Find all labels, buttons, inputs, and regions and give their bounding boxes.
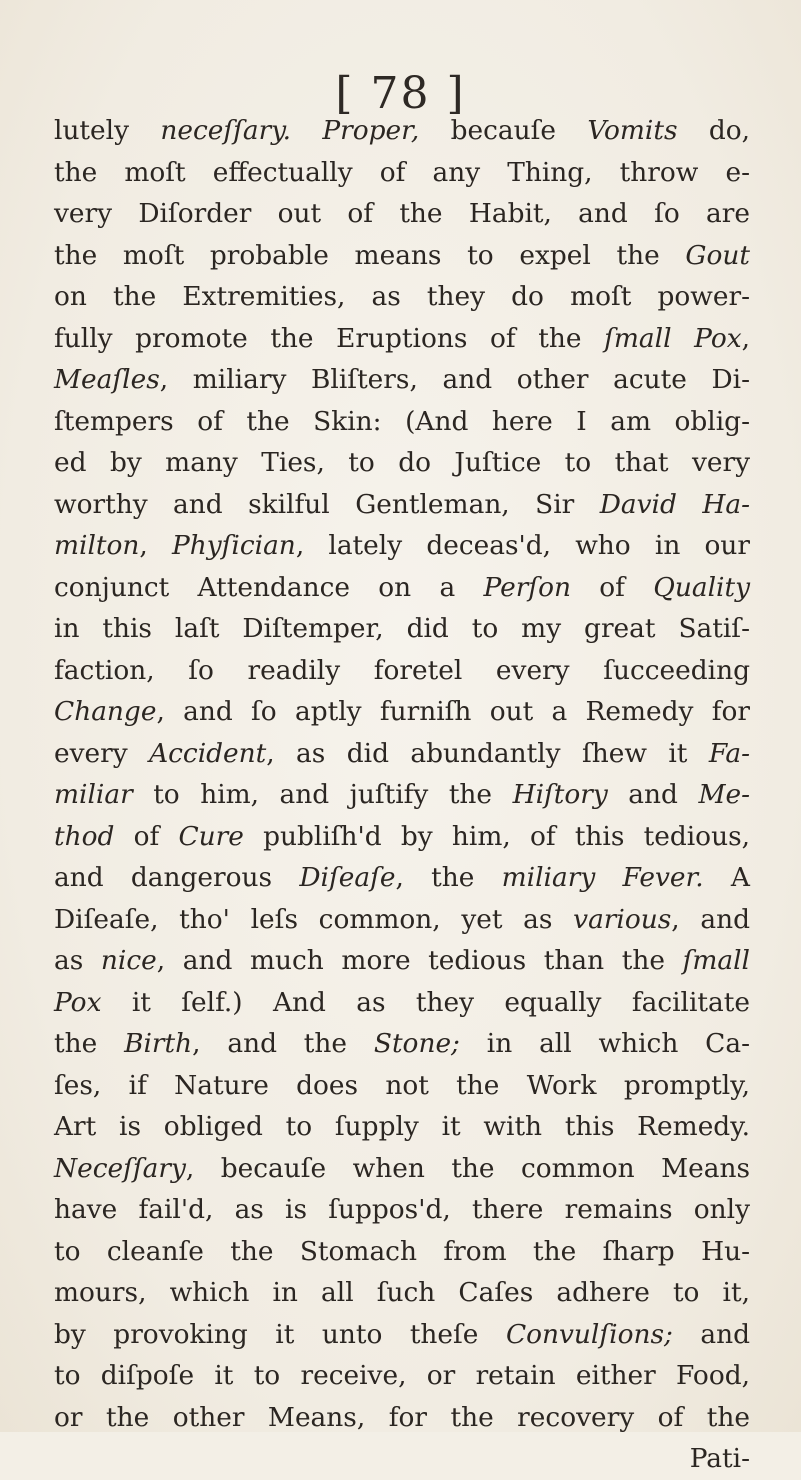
text-line	[54, 774, 750, 816]
text-line	[54, 318, 750, 360]
text-run: , lately deceas'd, who in our	[295, 530, 750, 561]
italic-text: neceſſary.	[160, 115, 292, 146]
text-run: the moſt probable means to expel the	[54, 239, 686, 271]
italic-text: Fa-	[708, 737, 750, 769]
italic-text: Pox	[54, 986, 102, 1018]
italic-text: ſmall Pox	[604, 322, 742, 354]
text-run: Pati-	[689, 1443, 750, 1474]
text-line	[54, 733, 750, 775]
text-run: mours, which in all ſuch Caſes adhere to it,	[54, 1277, 750, 1308]
text-run: and	[672, 1318, 751, 1350]
text-line	[54, 567, 750, 609]
text-run	[291, 115, 322, 146]
text-run: Art is obliged to ſupply it with this Remedy.	[54, 1111, 750, 1142]
text-line	[54, 235, 750, 277]
italic-text: Me-	[698, 779, 750, 810]
text-line	[54, 401, 750, 443]
text-line	[54, 1231, 750, 1273]
text-line	[54, 193, 750, 235]
text-run: as	[54, 945, 101, 976]
text-run: ed by many Ties, to do Juſtice to that very	[54, 447, 750, 478]
italic-text: Convulſions;	[505, 1318, 673, 1350]
text-run: on the Extremities, as they do moſt power-	[54, 281, 750, 312]
text-run: do,	[677, 115, 751, 146]
text-run: worthy and skilful Gentleman, Sir	[54, 488, 600, 520]
italic-text: nice	[100, 945, 157, 976]
text-run: , becauſe when the common Means	[185, 1152, 750, 1184]
text-run: by provoking it unto theſe	[54, 1318, 506, 1350]
italic-text: Change	[54, 696, 157, 727]
text-run: to him, and juſtify the	[132, 779, 513, 810]
text-line	[54, 982, 750, 1024]
text-line	[54, 110, 750, 152]
text-run: , and	[671, 903, 751, 935]
text-line	[54, 1314, 750, 1356]
italic-text: Hiſtory	[512, 779, 608, 810]
text-run: and	[607, 779, 699, 810]
text-run: , and ſo aptly furniſh out a Remedy for	[156, 696, 750, 727]
italic-text: Vomits	[587, 115, 678, 146]
text-run: A	[703, 862, 750, 893]
text-run: the	[54, 1028, 125, 1059]
text-line	[54, 816, 750, 858]
text-line	[54, 1023, 750, 1065]
text-line	[54, 442, 750, 484]
text-line	[54, 152, 750, 194]
italic-text: milton	[54, 530, 140, 561]
italic-text: Phyſician	[171, 530, 296, 561]
text-run: ,	[139, 530, 172, 561]
text-line	[54, 940, 750, 982]
text-run: and dangerous	[54, 862, 300, 893]
text-run: ſes, if Nature does not the Work promptly,	[54, 1069, 750, 1101]
italic-text: Quality	[653, 571, 750, 603]
text-line	[54, 608, 750, 650]
italic-text: Diſeaſe	[299, 862, 396, 893]
text-run: to cleanſe the Stomach from the ſharp Hu-	[54, 1235, 750, 1267]
text-line	[54, 359, 750, 401]
italic-text: Neceſſary	[54, 1152, 186, 1184]
text-run: lutely	[54, 115, 161, 146]
text-run: have fail'd, as is ſuppos'd, there remains only	[54, 1194, 750, 1225]
text-line	[54, 857, 750, 899]
text-run: publiſh'd by him, of this tedious,	[243, 820, 750, 852]
italic-text: ſmall	[682, 945, 751, 976]
text-run: Diſeaſe, tho' leſs common, yet as	[54, 903, 574, 935]
text-run: fully promote the Eruptions of the	[54, 322, 605, 354]
text-line	[54, 525, 750, 567]
text-line	[54, 1272, 750, 1314]
text-run: conjunct Attendance on a	[54, 571, 484, 603]
text-line	[54, 1106, 750, 1148]
text-run: ,	[741, 322, 750, 354]
text-line	[54, 1189, 750, 1231]
italic-text: miliar	[54, 779, 133, 810]
text-run: of	[570, 571, 654, 603]
italic-text: Cure	[178, 820, 244, 852]
text-run: in all which Ca-	[459, 1028, 751, 1059]
italic-text: miliary Fever.	[501, 862, 704, 893]
text-run: every	[54, 737, 150, 769]
text-run: in this laſt Diſtemper, did to my great Satiſ-	[54, 613, 750, 644]
text-run: of	[114, 820, 179, 852]
italic-text: David Ha-	[599, 488, 750, 520]
text-line	[54, 276, 750, 318]
text-run: or the other Means, for the recovery of the	[54, 1401, 750, 1433]
italic-text: Accident	[149, 737, 267, 769]
italic-text: Proper,	[322, 115, 420, 146]
body-text	[54, 110, 750, 1480]
text-line	[54, 899, 750, 941]
text-run: , the	[395, 862, 502, 893]
text-line	[54, 1065, 750, 1107]
text-run: it ſelf.) And as they equally facilitate	[101, 986, 750, 1018]
italic-text: Stone;	[373, 1028, 460, 1059]
text-run: , as did abundantly ſhew it	[266, 737, 709, 769]
text-line	[54, 1148, 750, 1190]
italic-text: Meaſles	[54, 364, 160, 395]
text-line	[54, 484, 750, 526]
italic-text: Gout	[685, 239, 750, 271]
text-line	[54, 691, 750, 733]
text-run: ſtempers of the Skin: (And here I am oblig-	[54, 405, 750, 437]
italic-text: thod	[54, 820, 115, 852]
text-line	[54, 1438, 750, 1480]
text-line	[54, 650, 750, 692]
page-number-header: [ 78 ]	[335, 68, 466, 119]
text-line	[54, 1355, 750, 1397]
italic-text: Birth	[124, 1028, 193, 1059]
text-run: , and much more tedious than the	[156, 945, 683, 976]
text-run: the moſt effectually of any Thing, throw e-	[54, 156, 750, 188]
text-run: to diſpoſe it to receive, or retain either Food,	[54, 1360, 750, 1391]
text-run: , and the	[192, 1028, 374, 1059]
text-run: , miliary Bliſters, and other acute Di-	[159, 364, 750, 395]
text-run: very Diſorder out of the Habit, and ſo are	[54, 198, 750, 229]
italic-text: various	[573, 903, 672, 935]
text-run: faction, ſo readily foretel every ſucceeding	[54, 654, 750, 686]
text-run: becauſe	[419, 115, 588, 146]
italic-text: Perſon	[483, 571, 571, 603]
